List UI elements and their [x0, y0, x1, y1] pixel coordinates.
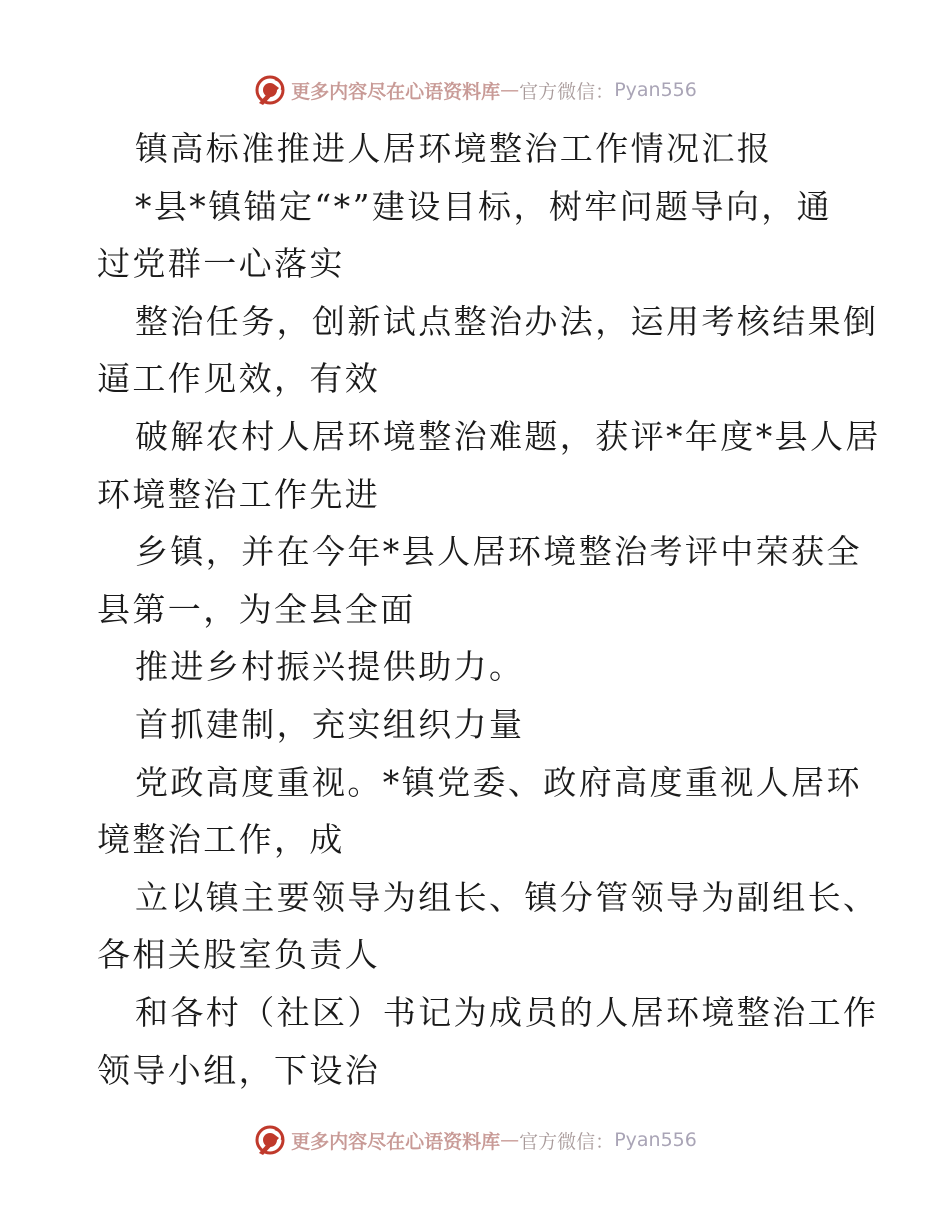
paragraph-line: 推进乡村振兴提供助力。 — [135, 647, 525, 687]
header-watermark — [0, 70, 950, 110]
paragraph-line: 党政高度重视。*镇党委、政府高度重视人居环 — [135, 762, 862, 802]
watermark-wechat-id: Pyan556 — [614, 1129, 697, 1151]
red-quill-seal-icon — [253, 1123, 287, 1157]
section-heading: 首抓建制，充实组织力量 — [135, 704, 525, 744]
watermark-official-label: 官方微信： — [519, 80, 615, 103]
paragraph-line: 环境整治工作先进 — [97, 474, 381, 514]
paragraph-line: 领导小组，下设治 — [97, 1050, 381, 1090]
watermark-separator: — — [500, 1129, 520, 1151]
watermark-brand-text: 更多内容尽在心语资料库 — [291, 1130, 501, 1153]
footer-watermark — [0, 1120, 950, 1160]
document-title: 镇高标准推进人居环境整治工作情况汇报 — [135, 129, 773, 168]
watermark-separator: — — [500, 79, 520, 101]
paragraph-line: 乡镇，并在今年*县人居环境整治考评中荣获全 — [135, 532, 862, 572]
paragraph-line: 逼工作见效，有效 — [97, 359, 381, 399]
watermark-official-label: 官方微信： — [519, 1130, 615, 1153]
watermark-wechat-id: Pyan556 — [614, 79, 697, 101]
red-quill-seal-icon — [253, 73, 287, 107]
paragraph-line: 过党群一心落实 — [97, 244, 345, 284]
paragraph-line: 县第一，为全县全面 — [97, 589, 416, 629]
document-body — [97, 120, 881, 1099]
paragraph-line: 整治任务，创新试点整治办法，运用考核结果倒 — [135, 301, 879, 341]
paragraph-line: 破解农村人居环境整治难题，获评*年度*县人居 — [135, 416, 881, 456]
paragraph-line: 和各村（社区）书记为成员的人居环境整治工作 — [135, 992, 879, 1032]
paragraph-line: *县*镇锚定“*”建设目标，树牢问题导向，通 — [135, 186, 833, 226]
paragraph-line: 立以镇主要领导为组长、镇分管领导为副组长、 — [135, 877, 879, 917]
paragraph-line: 各相关股室负责人 — [97, 935, 381, 975]
watermark-brand-text: 更多内容尽在心语资料库 — [291, 80, 501, 103]
paragraph-line: 境整治工作，成 — [97, 820, 345, 860]
